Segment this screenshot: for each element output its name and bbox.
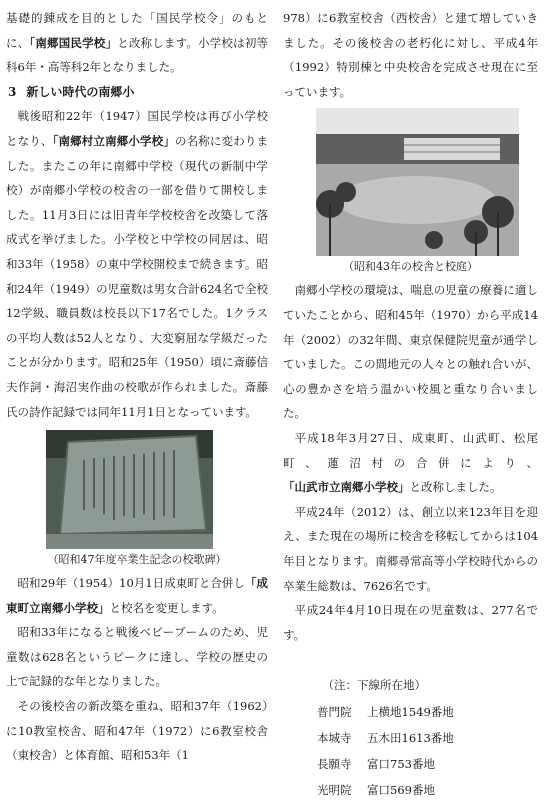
temple-address: 五木田1613番地 [367, 731, 454, 746]
temple-name: 長願寺 [317, 757, 352, 772]
school-photo [316, 108, 519, 256]
temple-name: 光明院 [317, 783, 352, 798]
list-item [283, 725, 538, 751]
school-name-highlight: 「南郷国民学校」 [29, 35, 118, 50]
notes-title: （注：下線所在地） [322, 678, 426, 693]
paragraph: 基礎的錬成を目的とした「国民学校令」のもとに、「南郷国民学校」と改称します。小学校は初等科6年・高等科2年となりました。 [6, 11, 269, 75]
monument-photo [46, 430, 213, 549]
paragraph: その後校舎の新改築を重ね、昭和37年（1962）に10教室校舎、昭和47年（1972）に6教室校舎（東校舎）と体育館、昭和53年（1 [6, 699, 268, 763]
paragraph: 南郷小学校の環境は、喘息の児童の療養に適していたことから、昭和45年（1970）から平成14年（2002）の32年間、東京保健院児童が通学していました。この間地元の人々との触れ合いが、心の豊かさを培う温かい校風と重なり合いました。 [283, 283, 538, 421]
right-column [283, 6, 538, 803]
left-column [6, 6, 268, 768]
paragraph: 昭和33年になると戦後ベビーブームのため、児童数は628名というピークに達し、学校の歴史の上で記録的な年となりました。 [6, 625, 268, 689]
temple-name: 本城寺 [317, 731, 352, 746]
paragraph: 昭和29年（1954）10月1日成東町と合併し「成東町立南郷小学校」と校名を変更します。 [6, 576, 269, 615]
address-notes [283, 671, 538, 803]
temple-address: 上横地1549番地 [367, 705, 454, 720]
paragraph: 平成18年3月27日、成東町、山武町、松尾町、蓮沼村の合併により、「山武市立南郷小学校」と改称しました。 [283, 430, 538, 495]
section-heading: 3 新しい時代の南郷小 [8, 84, 135, 99]
paragraph: 平成24年4月10日現在の児童数は、277名です。 [283, 603, 538, 642]
photo-caption: （昭和47年度卒業生記念の校歌碑） [47, 553, 227, 567]
school-name-highlight: 「成東町立南郷小学校」 [6, 576, 269, 615]
temple-name: 普門院 [317, 705, 352, 720]
temple-address: 富口753番地 [367, 757, 435, 772]
paragraph: 平成24年（2012）は、創立以来123年目を迎え、また現在の場所に校舎を移転してからは104年目となります。南郷尋常高等小学校時代からの卒業生総数は、7626名です。 [283, 504, 538, 593]
photo-caption: （昭和43年の校舎と校庭） [343, 260, 478, 274]
paragraph: 戦後昭和22年（1947）国民学校は再び小学校となり、「南郷村立南郷小学校」の名称に変わりました。またこの年に南郷中学校（現代の新制中学校）が南郷小学校の校舎の一部を借りて開校しました。11月3日には旧青年学校校舎を改築して落成式を挙げました。小学校と中学校の同居は、昭和33年（1958）の東中学校開校まで続きます。昭和24年（1949）の児童数は男女合計624名で全校12学級、職員数は校長以下17名でした。1クラスの平均人数は52人となり、大変窮屈な学級だったことが分かります。昭和25年（1950）頃に斎藤信夫作詞・海沼実作曲の校歌が作られました。斎藤氏の詩作記録では同年11月1日となっています。 [6, 109, 269, 419]
school-name-highlight: 「南郷村立南郷小学校」 [52, 133, 175, 148]
temple-address: 富口569番地 [367, 783, 435, 798]
paragraph: 978）に6教室校舎（西校舎）と建て増していきました。その後校舎の老朽化に対し、平成4年（1992）特別棟と中央校舎を完成させ現在に至っています。 [283, 11, 538, 99]
list-item [283, 699, 538, 725]
list-item [283, 751, 538, 777]
school-name-highlight: 「山武市立南郷小学校」 [283, 480, 410, 495]
list-item [283, 777, 538, 803]
